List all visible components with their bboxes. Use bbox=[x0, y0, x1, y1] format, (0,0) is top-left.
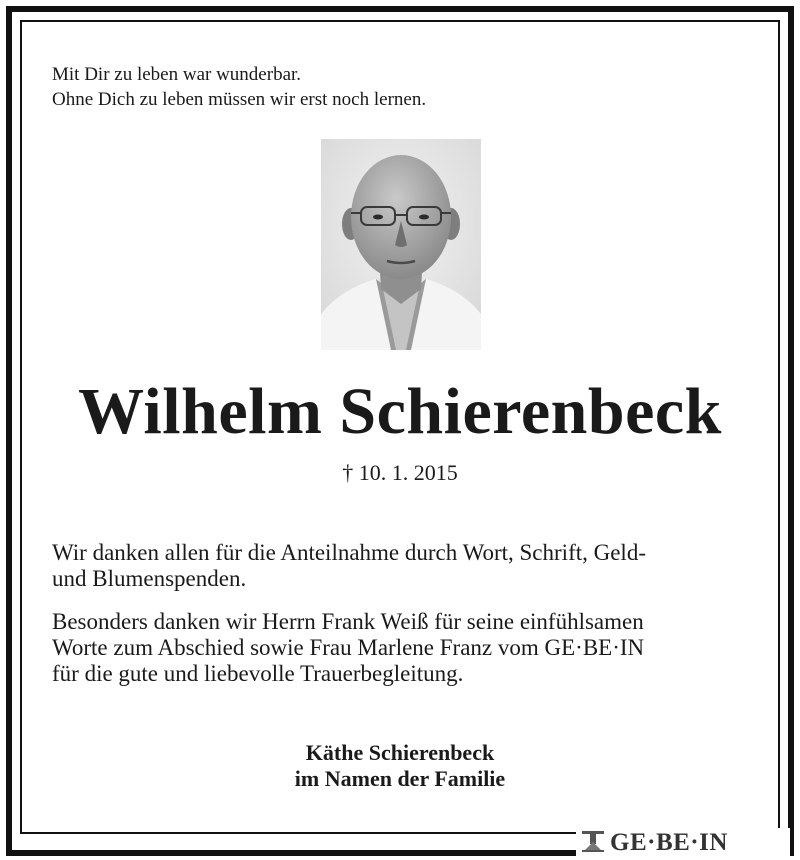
portrait-photo bbox=[321, 139, 481, 350]
thanks-line: für die gute und liebevolle Trauerbegleitung. bbox=[52, 661, 464, 686]
thanks-line: Besonders danken wir Herrn Frank Weiß für seine einfühlsamen bbox=[52, 609, 644, 634]
signature bbox=[0, 740, 800, 792]
gebein-logo bbox=[576, 828, 790, 858]
thanks-line: und Blumenspenden. bbox=[52, 566, 247, 591]
thanks-paragraph-1 bbox=[52, 540, 762, 592]
portrait-illustration bbox=[321, 139, 481, 350]
thanks-paragraph-2 bbox=[52, 609, 762, 687]
motto-line-2: Ohne Dich zu leben müssen wir erst noch lernen. bbox=[52, 89, 427, 110]
death-date: † 10. 1. 2015 bbox=[342, 460, 458, 485]
thanks-line: Wir danken allen für die Anteilnahme durch Wort, Schrift, Geld- bbox=[52, 540, 646, 565]
motto bbox=[52, 62, 426, 112]
signature-name: Käthe Schierenbeck bbox=[305, 740, 495, 765]
deceased-name: Wilhelm Schierenbeck bbox=[78, 375, 722, 448]
gebein-logo-text: GE·BE·IN bbox=[610, 829, 728, 856]
gebein-logo-icon bbox=[580, 828, 606, 859]
motto-line-1: Mit Dir zu leben war wunderbar. bbox=[52, 64, 302, 85]
signature-family: im Namen der Familie bbox=[294, 766, 506, 791]
thanks-line: Worte zum Abschied sowie Frau Marlene Franz vom GE·BE·IN bbox=[52, 635, 645, 660]
